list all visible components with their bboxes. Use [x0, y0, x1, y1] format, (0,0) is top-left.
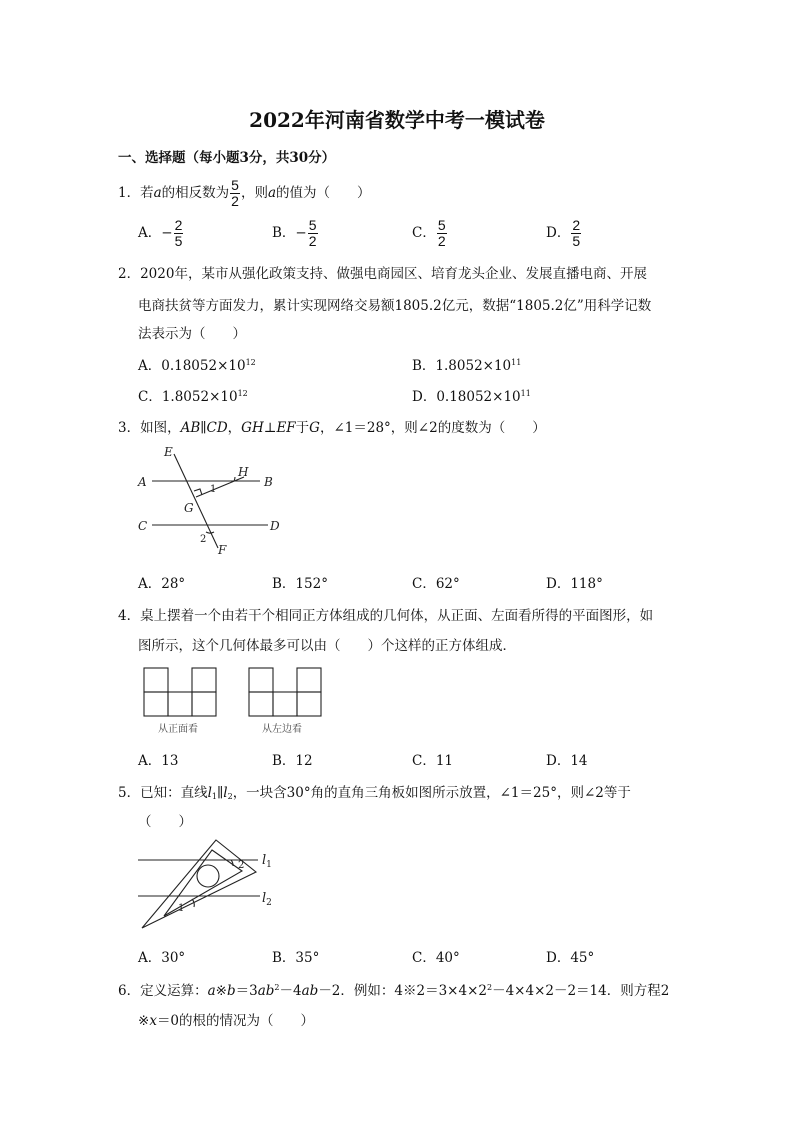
q5-option-c[interactable]: C．40°: [412, 950, 460, 966]
label-d: D: [270, 519, 280, 533]
label-f: F: [218, 543, 227, 557]
q3-option-d[interactable]: D．118°: [546, 576, 603, 592]
left-view: [249, 668, 321, 716]
q2-option-d[interactable]: D．$0.18052\times 10^{11}$: [412, 389, 531, 405]
question-6: 6．定义运算：$a※b=3ab^2-4ab-2$．例如：$4※2=3\times 4\times 2^2-4\times 4\times 2-2=14$．则方程2: [118, 983, 670, 999]
q5-option-d[interactable]: D．45°: [546, 950, 595, 966]
q3-option-a[interactable]: A．28°: [138, 576, 186, 592]
q4-option-c[interactable]: C．11: [412, 753, 454, 769]
q4-option-b[interactable]: B．12: [272, 753, 313, 769]
label-g: G: [184, 501, 194, 515]
q2-line-3: 法表示为（ ）: [138, 326, 246, 342]
q1-var2: a: [267, 185, 277, 201]
q1-option-c[interactable]: C． $\frac{5}{2}$: [412, 217, 446, 249]
l1-label: $l_1$: [262, 853, 272, 870]
question-3: 3．如图，AB∥CD，GH⊥EF于G，∠1＝28°，则∠2的度数为（ ）: [118, 420, 546, 436]
q1-prefix: 1．若: [118, 185, 154, 201]
q3-option-c[interactable]: C．62°: [412, 576, 460, 592]
q2-line-1: 2．2020年，某市从强化政策支持、做强电商园区、培育龙头企业、发展直播电商、开展: [118, 266, 647, 282]
label-a: A: [138, 475, 147, 489]
left-view-label: 从左边看: [262, 724, 302, 735]
q1-option-b[interactable]: B．− $\frac{5}{2}$: [272, 217, 317, 249]
label-e: E: [164, 445, 173, 459]
q2-option-a[interactable]: A．$0.18052\times 10^{12}$: [138, 358, 256, 374]
q1-fraction: $\frac{5}{2}$: [231, 177, 239, 209]
q1-mid: 的相反数为: [161, 185, 230, 201]
q4-line-1: 4．桌上摆着一个由若干个相同正方体组成的几何体，从正面、左面看所得的平面图形，如: [118, 608, 654, 624]
q2-option-b[interactable]: B．$1.8052\times 10^{11}$: [412, 358, 522, 374]
q4-option-d[interactable]: D．14: [546, 753, 588, 769]
front-view: [144, 668, 216, 716]
q2-option-c[interactable]: C．$1.8052\times 10^{12}$: [138, 389, 248, 405]
q5-figure: [134, 836, 284, 932]
q1-var: a: [153, 185, 162, 201]
label-h: H: [238, 465, 249, 479]
angle-1-label: 1: [210, 484, 217, 495]
q2-line-2: 电商扶贫等方面发力，累计实现网络交易额1805.2亿元，数据“1805.2亿”用科学记数: [138, 298, 652, 314]
q1-post1: ，则: [240, 185, 268, 201]
l2-label: $l_2$: [262, 891, 272, 908]
front-view-label: 从正面看: [158, 724, 198, 735]
q4-figure: [138, 662, 338, 736]
angle-2-label: 2: [238, 860, 245, 871]
q3-option-b[interactable]: B．152°: [272, 576, 328, 592]
q5-line-2: （ ）: [138, 814, 192, 830]
question-5: 5．已知：直线$l_1\parallel l_2$，一块含30°角的直角三角板如图所示放置，∠1＝25°，则∠2等于: [118, 785, 631, 801]
q4-option-a[interactable]: A．13: [138, 753, 179, 769]
q1-option-d[interactable]: D． $\frac{2}{5}$: [546, 217, 581, 249]
page-title: 2022年河南省数学中考一模试卷: [249, 108, 545, 132]
question-1: [118, 178, 371, 209]
section-heading: 一、选择题（每小题3分，共30分）: [118, 150, 336, 166]
label-c: C: [138, 519, 148, 533]
q1-option-a[interactable]: A．− $\frac{2}{5}$: [138, 217, 183, 249]
angle-2-label: 2: [200, 534, 207, 545]
q4-line-2: 图所示，这个几何体最多可以由（ ）个这样的正方体组成．: [138, 638, 516, 654]
q5-option-a[interactable]: A．30°: [138, 950, 186, 966]
q3-figure: [134, 440, 294, 558]
q1-post2: 的值为（ ）: [276, 185, 371, 201]
label-b: B: [264, 475, 273, 489]
q6-line-2: ※x＝0的根的情况为（ ）: [138, 1013, 315, 1029]
angle-1-label: 1: [178, 903, 185, 914]
q5-option-b[interactable]: B．35°: [272, 950, 320, 966]
